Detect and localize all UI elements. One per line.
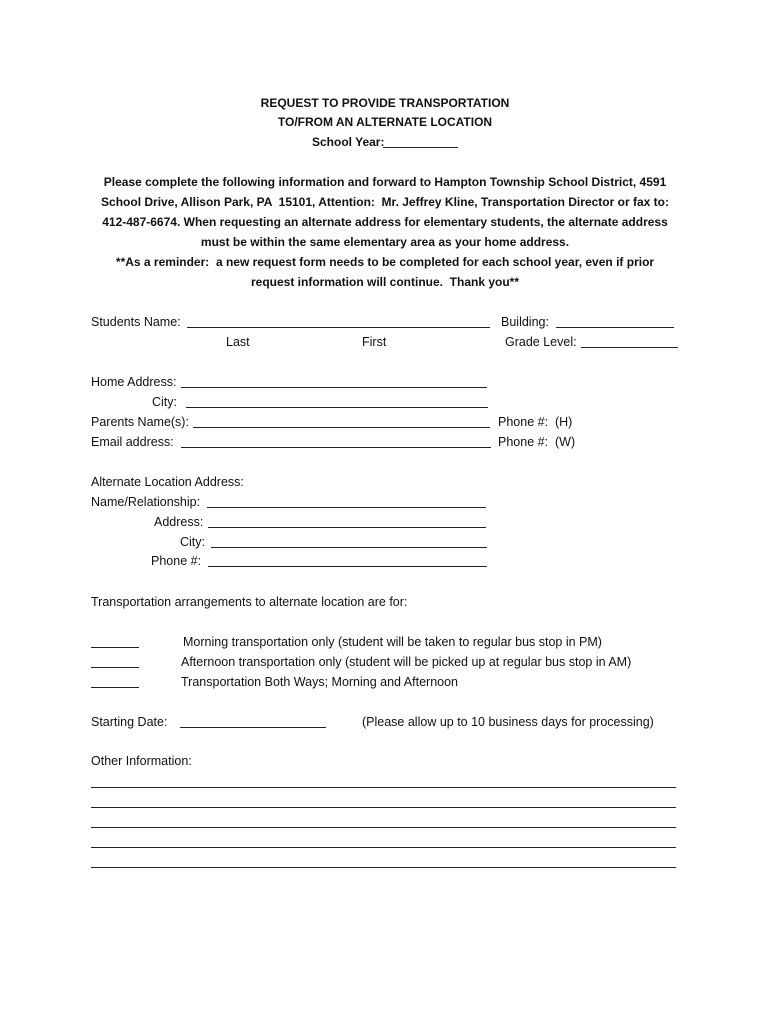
email-field[interactable] bbox=[181, 447, 491, 448]
student-name-label: Students Name: bbox=[91, 315, 181, 329]
other-info-line[interactable] bbox=[91, 807, 676, 808]
parents-name-field[interactable] bbox=[193, 427, 490, 428]
alt-city-label: City: bbox=[180, 535, 205, 549]
instructions-line: Please complete the following information and forward to Hampton Township School District, 4591 bbox=[103, 175, 667, 189]
home-city-label: City: bbox=[152, 395, 177, 409]
reminder-line: **As a reminder: a new request form needs to be completed for each school year, even if prior bbox=[115, 255, 655, 269]
option-afternoon-label: Afternoon transportation only (student will be picked up at regular bus stop in AM) bbox=[181, 655, 632, 669]
option-checkline[interactable] bbox=[91, 647, 139, 648]
other-info-line[interactable] bbox=[91, 827, 676, 828]
instructions-line: School Drive, Allison Park, PA 15101, Attention: Mr. Jeffrey Kline, Transportation Director or fax to: bbox=[101, 195, 669, 209]
instructions-line: must be within the same elementary area as your home address. bbox=[200, 235, 570, 249]
grade-level-label: Grade Level: bbox=[505, 335, 577, 349]
other-info-line[interactable] bbox=[91, 847, 676, 848]
starting-date-label: Starting Date: bbox=[91, 715, 168, 729]
other-info-label: Other Information: bbox=[91, 754, 192, 768]
option-checkline[interactable] bbox=[91, 667, 139, 668]
grade-level-field[interactable] bbox=[581, 347, 678, 348]
arrangements-heading: Transportation arrangements to alternate location are for: bbox=[91, 595, 408, 609]
option-checkline[interactable] bbox=[91, 687, 139, 688]
form-title: REQUEST TO PROVIDE TRANSPORTATION bbox=[260, 96, 510, 110]
starting-date-field[interactable] bbox=[180, 727, 326, 728]
last-name-caption: Last bbox=[226, 335, 250, 349]
alt-phone-field[interactable] bbox=[208, 566, 487, 567]
form-subtitle: TO/FROM AN ALTERNATE LOCATION bbox=[277, 115, 493, 129]
instructions-line: 412-487-6674. When requesting an alternate address for elementary students, the alternate address bbox=[102, 215, 668, 229]
first-name-caption: First bbox=[362, 335, 387, 349]
reminder-line: request information will continue. Thank you** bbox=[250, 275, 520, 289]
alt-city-field[interactable] bbox=[211, 547, 487, 548]
home-address-field[interactable] bbox=[181, 387, 487, 388]
phone-home-label: Phone #: (H) bbox=[498, 415, 573, 429]
alternate-heading: Alternate Location Address: bbox=[91, 475, 244, 489]
processing-note: (Please allow up to 10 business days for processing) bbox=[362, 715, 654, 729]
other-info-line[interactable] bbox=[91, 867, 676, 868]
alt-phone-label: Phone #: bbox=[151, 554, 202, 568]
parents-name-label: Parents Name(s): bbox=[91, 415, 189, 429]
alt-address-field[interactable] bbox=[208, 527, 486, 528]
home-address-label: Home Address: bbox=[91, 375, 177, 389]
other-info-line[interactable] bbox=[91, 787, 676, 788]
home-city-field[interactable] bbox=[186, 407, 488, 408]
phone-work-label: Phone #: (W) bbox=[498, 435, 576, 449]
school-year-label: School Year: bbox=[312, 135, 385, 149]
alt-address-label: Address: bbox=[154, 515, 204, 529]
email-label: Email address: bbox=[91, 435, 174, 449]
option-morning-label: Morning transportation only (student will be taken to regular bus stop in PM) bbox=[183, 635, 602, 649]
building-field[interactable] bbox=[556, 327, 674, 328]
building-label: Building: bbox=[501, 315, 549, 329]
student-name-field[interactable] bbox=[187, 327, 490, 328]
option-both-label: Transportation Both Ways; Morning and Afternoon bbox=[181, 675, 459, 689]
name-relationship-label: Name/Relationship: bbox=[91, 495, 201, 509]
school-year-field[interactable] bbox=[383, 147, 458, 148]
name-relationship-field[interactable] bbox=[207, 507, 486, 508]
